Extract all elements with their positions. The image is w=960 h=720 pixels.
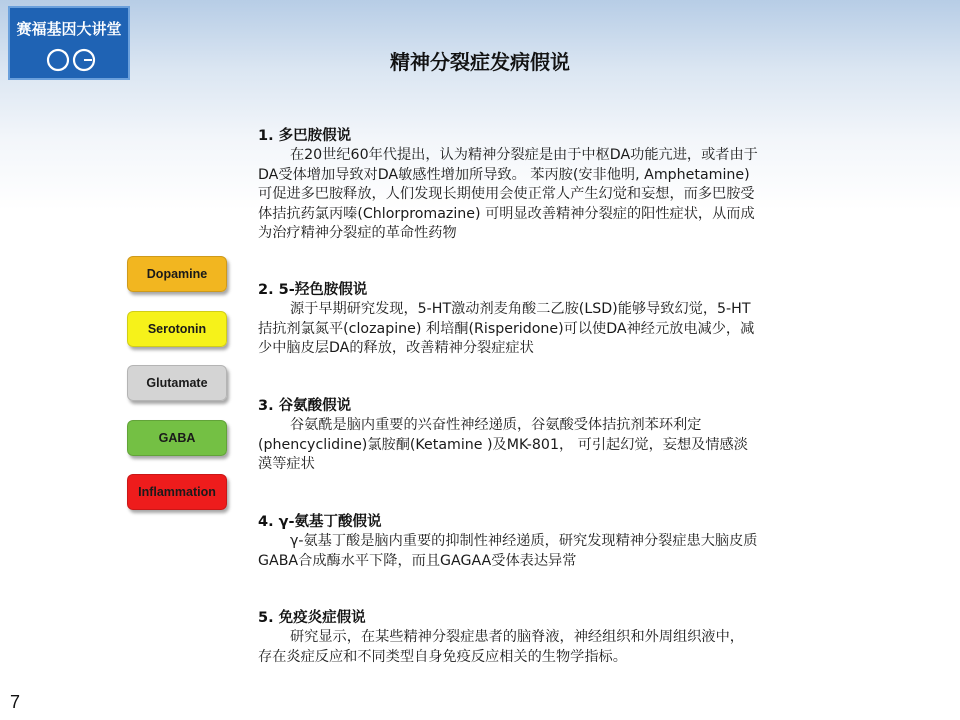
page-title: 精神分裂症发病假说 bbox=[390, 50, 570, 74]
section-inflammation bbox=[258, 608, 758, 667]
page-number: 7 bbox=[10, 692, 21, 712]
tag-dopamine: Dopamine bbox=[127, 256, 227, 292]
section-gaba bbox=[258, 512, 758, 571]
section-body: 谷氨酰是脑内重要的兴奋性神经递质，谷氨酸受体拮抗剂苯环利定(phencyclidine)氯胺酮(Ketamine )及MK-801， 可引起幻觉，妄想及情感淡漠等症状 bbox=[258, 417, 748, 472]
section-heading: 1. 多巴胺假说 bbox=[258, 128, 352, 144]
section-body: 源于早期研究发现，5-HT激动剂麦角酸二乙胺(LSD)能够导致幻觉，5-HT拮抗剂氯氮平(clozapine) 利培酮(Risperidone)可以使DA神经元放电减少，减少中脑皮层DA的释放，改善精神分裂症症状 bbox=[258, 301, 755, 356]
section-body: 在20世纪60年代提出，认为精神分裂症是由于中枢DA功能亢进，或者由于DA受体增加导致对DA敏感性增加所导致。 苯丙胺(安非他明, Amphetamine) 可促进多巴胺释放，人们发现长期使用会使正常人产生幻觉和妄想，而多巴胺受体拮抗药氯丙嗪(Chlorpromazine) 可明显改善精神分裂症的阳性症状，从而成为治疗精神分裂症的革命性药物 bbox=[258, 147, 758, 241]
logo-text: 赛福基因大讲堂 bbox=[16, 20, 122, 38]
tag-glutamate: Glutamate bbox=[127, 365, 227, 401]
section-heading: 3. 谷氨酸假说 bbox=[258, 398, 352, 414]
section-glutamate bbox=[258, 396, 758, 475]
section-heading: 2. 5-羟色胺假说 bbox=[258, 282, 368, 298]
section-dopamine bbox=[258, 126, 758, 244]
tag-serotonin: Serotonin bbox=[127, 311, 227, 347]
section-heading: 5. 免疫炎症假说 bbox=[258, 610, 366, 626]
tag-inflammation: Inflammation bbox=[127, 474, 227, 510]
section-serotonin bbox=[258, 280, 758, 359]
section-body: 研究显示，在某些精神分裂症患者的脑脊液，神经组织和外周组织液中，存在炎症反应和不同类型自身免疫反应相关的生物学指标。 bbox=[258, 629, 744, 665]
section-heading: 4. γ-氨基丁酸假说 bbox=[258, 514, 382, 530]
hypothesis-tags bbox=[127, 256, 227, 529]
tag-gaba: GABA bbox=[127, 420, 227, 456]
section-body: γ-氨基丁酸是脑内重要的抑制性神经递质，研究发现精神分裂症患大脑皮质GABA合成酶水平下降，而且GAGAA受体表达异常 bbox=[258, 533, 758, 569]
